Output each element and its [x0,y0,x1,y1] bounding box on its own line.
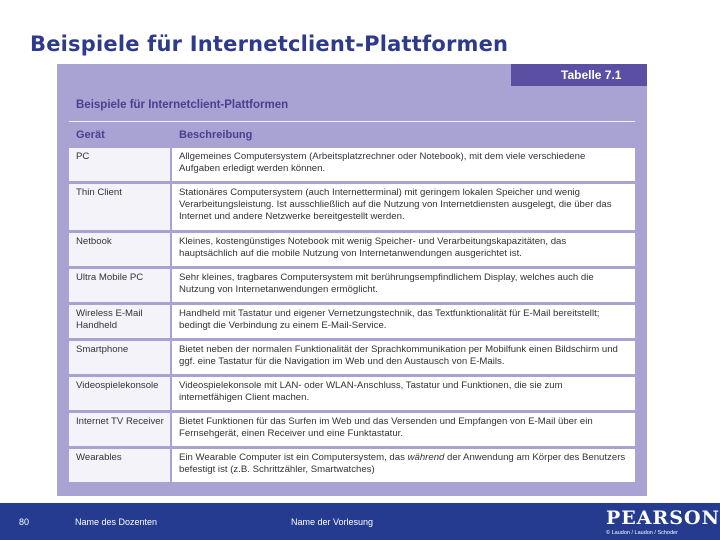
lecturer-name: Name des Dozenten [75,517,158,527]
description-cell: Sehr kleines, tragbares Computersystem mit berührungsempfindlichem Display, welches auch die Nutzung von Internetanwendungen ermöglicht. [179,272,594,296]
lecture-name: Name der Vorlesung [291,517,374,527]
device-cell: Thin Client [69,184,172,230]
column-header-beschreibung: Beschreibung [179,129,253,141]
device-cell: Ultra Mobile PC [69,269,172,302]
table-panel [57,64,647,496]
table-row [69,449,635,482]
table-row [69,233,635,266]
slide-title: Beispiele für Internetclient-Plattformen [30,32,509,56]
table-row [69,184,635,230]
description-cell: Kleines, kostengünstiges Notebook mit wenig Speicher- und Verarbeitungskapazitäten, das hauptsächlich auf die mobile Nutzung von Internetanwendungen ausgerichtet ist. [179,236,567,260]
device-cell: Smartphone [69,341,172,374]
description-text: der Anwendung am Körper des Benutzers befestigt ist (z.B. Schrittzähler, Smartwatches) [179,452,626,476]
table-body [69,148,635,485]
caption-divider [69,121,635,122]
table-caption: Beispiele für Internetclient-Plattformen [76,99,289,111]
device-cell: PC [69,148,172,181]
column-header-geraet: Gerät [76,129,105,141]
copyright-text: © Laudon / Laudon / Schoder [606,530,678,536]
pearson-logo: PEARSON [606,507,720,529]
table-row [69,413,635,446]
device-cell: Netbook [69,233,172,266]
description-cell: Videospielekonsole mit LAN- oder WLAN-Anschluss, Tastatur und Funktionen, die sie zum internetfähigen Client machen. [179,380,563,404]
description-cell [172,449,635,482]
table-row [69,269,635,302]
table-row [69,305,635,338]
table-row [69,377,635,410]
table-number-tab: Tabelle 7.1 [511,64,647,86]
description-cell: Handheld mit Tastatur und eigener Vernetzungstechnik, das Textfunktionalität für E-Mail bereitstellt; bedingt die Verbindung zu einem E-Mail-Service. [179,308,600,332]
device-cell: Videospielekonsole [69,377,172,410]
device-cell: Wireless E-Mail Handheld [69,305,172,338]
description-emphasis: während [407,452,445,463]
table-row [69,148,635,181]
table-row [69,341,635,374]
device-cell: Wearables [69,449,172,482]
description-cell: Stationäres Computersystem (auch Internetterminal) mit geringem lokalen Speicher und wenig Verarbeitungsleistung. Ist ausschließlich auf die Nutzung von Internetdiensten ausgelegt, die über das Internet und andere Netzwerke bereitgestellt werden. [179,187,612,223]
description-cell: Bietet neben der normalen Funktionalität der Sprachkommunikation per Mobilfunk einen Bildschirm und ggf. eine Tastatur für die Navigation im Web und den Austausch von E-Mails. [179,344,618,368]
description-cell: Allgemeines Computersystem (Arbeitsplatzrechner oder Notebook), mit dem viele verschiedene Aufgaben erledigt werden können. [179,151,586,175]
description-cell: Bietet Funktionen für das Surfen im Web und das Versenden und Empfangen von E-Mail über ein Fernsehgerät, einen Receiver und eine Funktastatur. [179,416,593,440]
device-cell: Internet TV Receiver [69,413,172,446]
page-number: 80 [19,517,30,527]
footer-bar [0,503,720,540]
description-text: Ein Wearable Computer ist ein Computersystem, das [179,452,408,463]
